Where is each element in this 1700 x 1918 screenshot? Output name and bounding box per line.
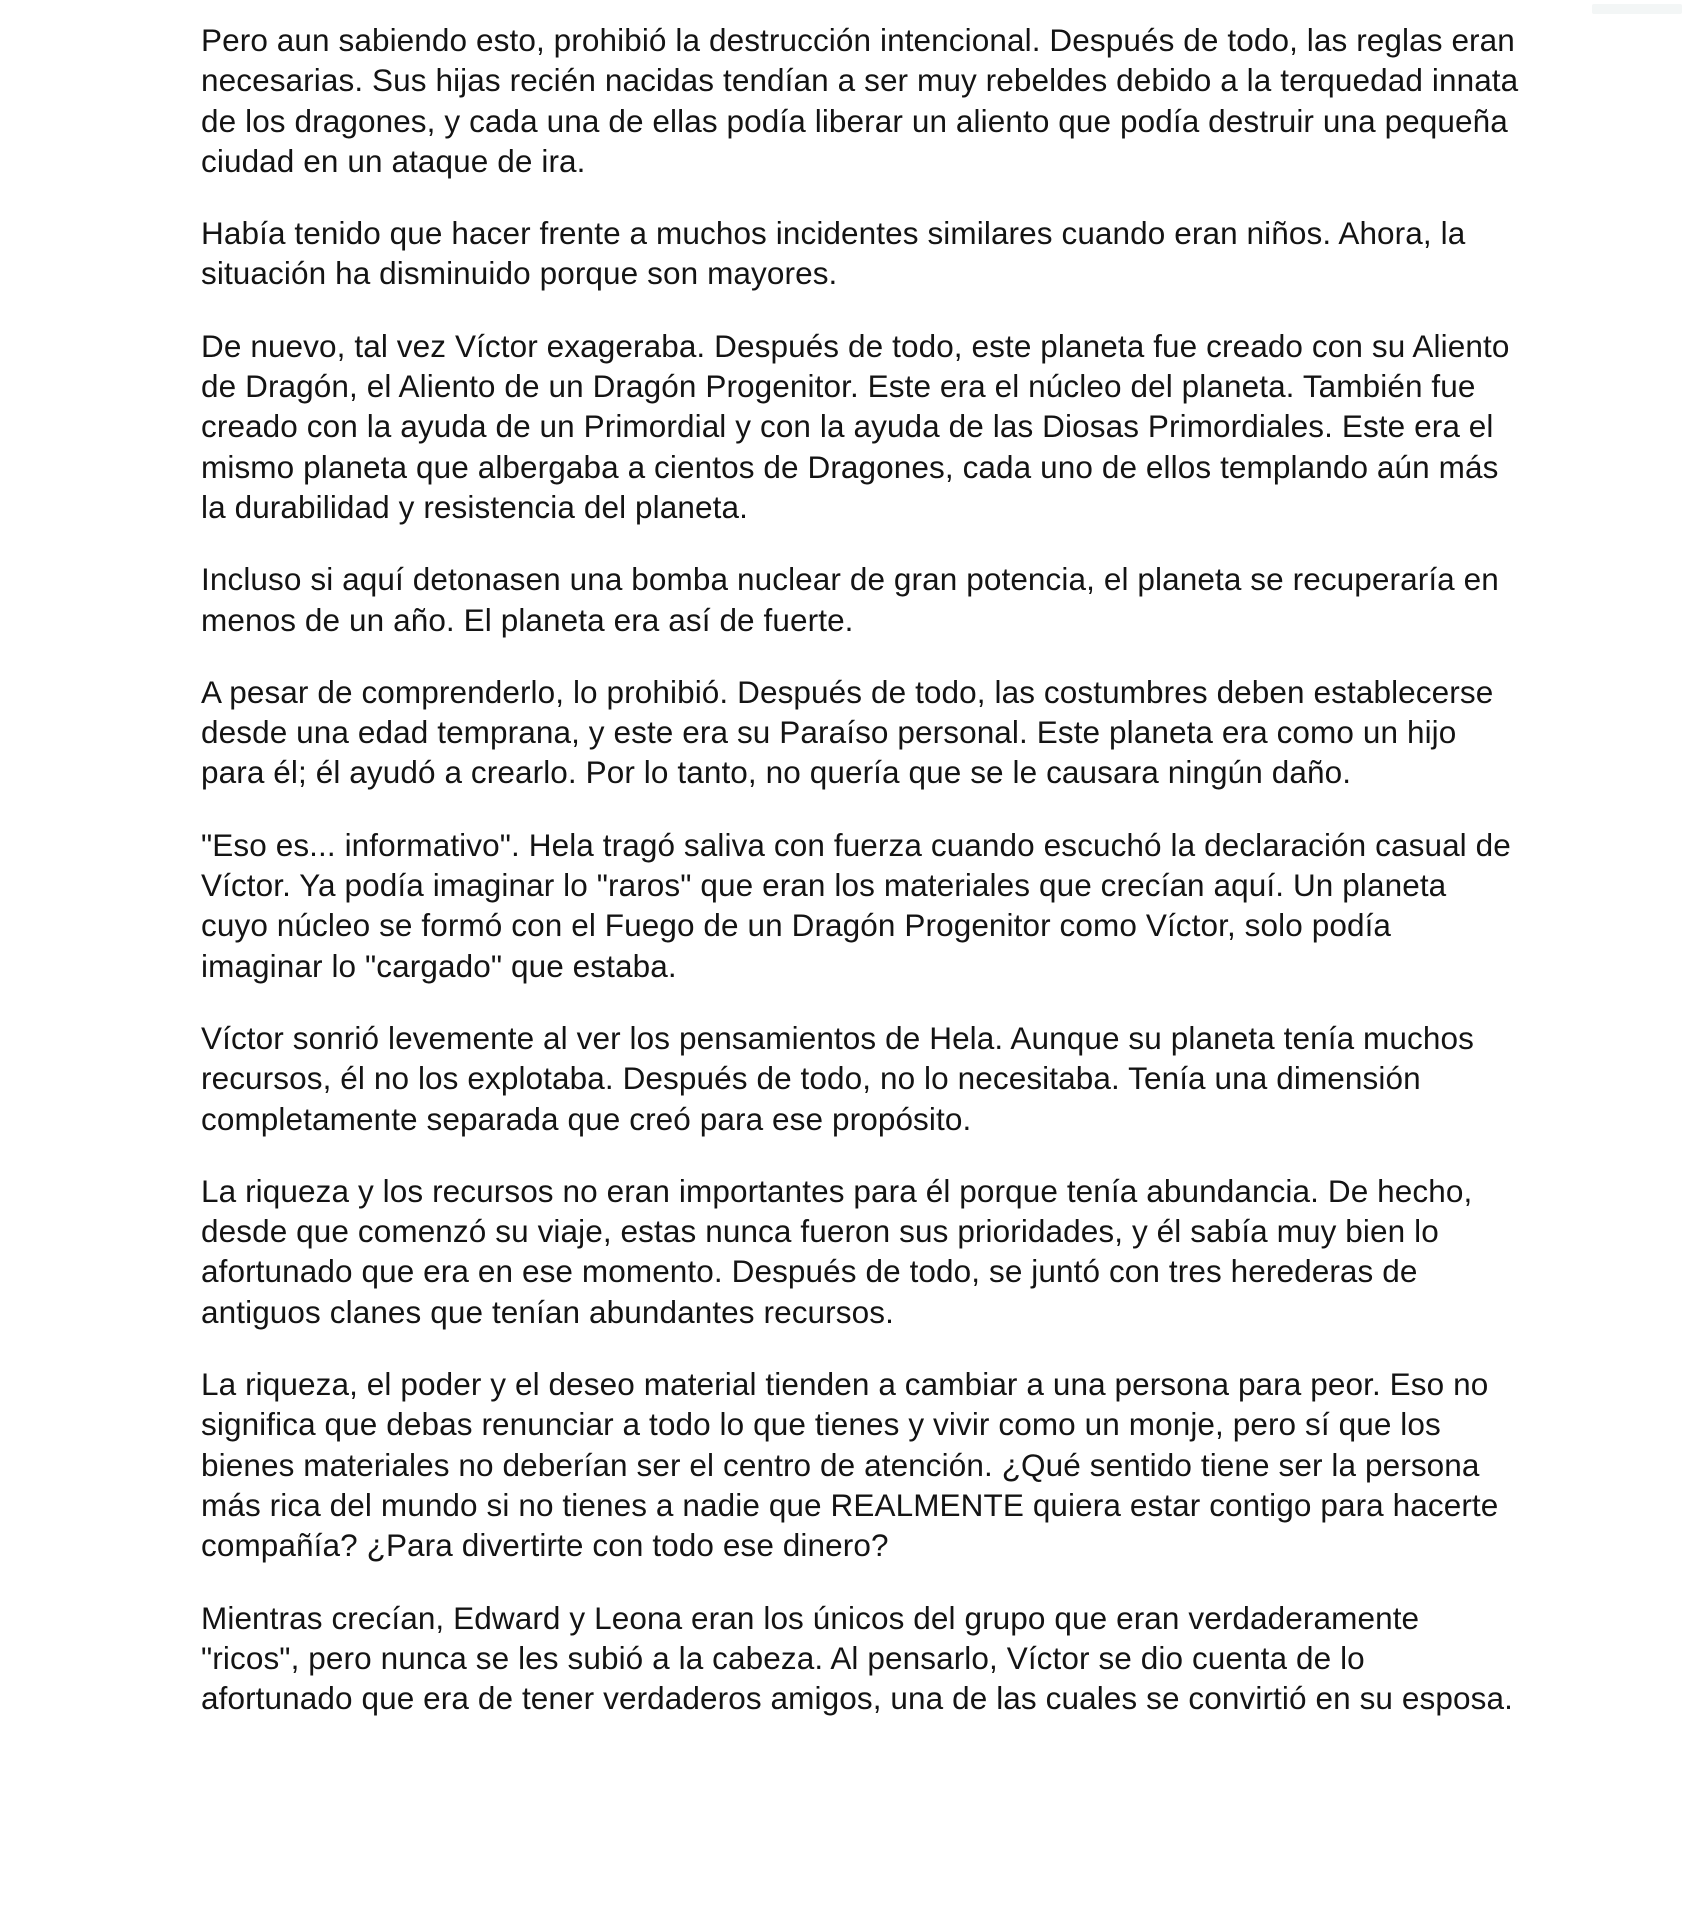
- paragraph-1: Pero aun sabiendo esto, prohibió la destrucción intencional. Después de todo, las reglas eran necesarias. Sus hijas recién nacidas tendían a ser muy rebeldes debido a la terquedad innata de los dragones, y cada una de ellas podía liberar un aliento que podía destruir una pequeña ciudad en un ataque de ira.: [201, 22, 1519, 179]
- paragraph-10: Mientras crecían, Edward y Leona eran los únicos del grupo que eran verdaderamente "ricos", pero nunca se les subió a la cabeza. Al pensarlo, Víctor se dio cuenta de lo afortunado que era de tener verdaderos amigos, una de las cuales se convirtió en su esposa.: [201, 1599, 1513, 1717]
- paragraph-2: Había tenido que hacer frente a muchos incidentes similares cuando eran niños. Ahora, la situación ha disminuido porque son mayores.: [201, 215, 1466, 292]
- paragraph-7: Víctor sonrió levemente al ver los pensamientos de Hela. Aunque su planeta tenía muchos recursos, él no los explotaba. Después de todo, no lo necesitaba. Tenía una dimensión completamente separada que creó para ese propósito.: [201, 1019, 1474, 1137]
- paragraph-3: De nuevo, tal vez Víctor exageraba. Después de todo, este planeta fue creado con su Aliento de Dragón, el Aliento de un Dragón Progenitor. Este era el núcleo del planeta. También fue creado con la ayuda de un Primordial y con la ayuda de las Diosas Primordiales. Este era el mismo planeta que albergaba a cientos de Dragones, cada uno de ellos templando aún más la durabilidad y resistencia del planeta.: [201, 327, 1510, 525]
- text-column: [201, 20, 1521, 1750]
- paragraph-6: "Eso es... informativo". Hela tragó saliva con fuerza cuando escuchó la declaración casual de Víctor. Ya podía imaginar lo "raros" que eran los materiales que crecían aquí. Un planeta cuyo núcleo se formó con el Fuego de un Dragón Progenitor como Víctor, solo podía imaginar lo "cargado" que estaba.: [201, 826, 1511, 984]
- paragraph-8: La riqueza y los recursos no eran importantes para él porque tenía abundancia. De hecho, desde que comenzó su viaje, estas nunca fueron sus prioridades, y él sabía muy bien lo afortunado que era en ese momento. Después de todo, se juntó con tres herederas de antiguos clanes que tenían abundantes recursos.: [201, 1172, 1473, 1330]
- paragraph-4: Incluso si aquí detonasen una bomba nuclear de gran potencia, el planeta se recuperaría en menos de un año. El planeta era así de fuerte.: [201, 561, 1499, 638]
- paragraph-9: La riqueza, el poder y el deseo material tienden a cambiar a una persona para peor. Eso no significa que debas renunciar a todo lo que tienes y vivir como un monje, pero sí que los bienes materiales no deberían ser el centro de atención. ¿Qué sentido tiene ser la persona más rica del mundo si no tienes a nadie que REALMENTE quiera estar contigo para hacerte compañía? ¿Para divertirte con todo ese dinero?: [201, 1366, 1499, 1564]
- page-corner-mark: [1592, 4, 1682, 14]
- paragraph-5: A pesar de comprenderlo, lo prohibió. Después de todo, las costumbres deben establecerse desde una edad temprana, y este era su Paraíso personal. Este planeta era como un hijo para él; él ayudó a crearlo. Por lo tanto, no quería que se le causara ningún daño.: [201, 673, 1494, 791]
